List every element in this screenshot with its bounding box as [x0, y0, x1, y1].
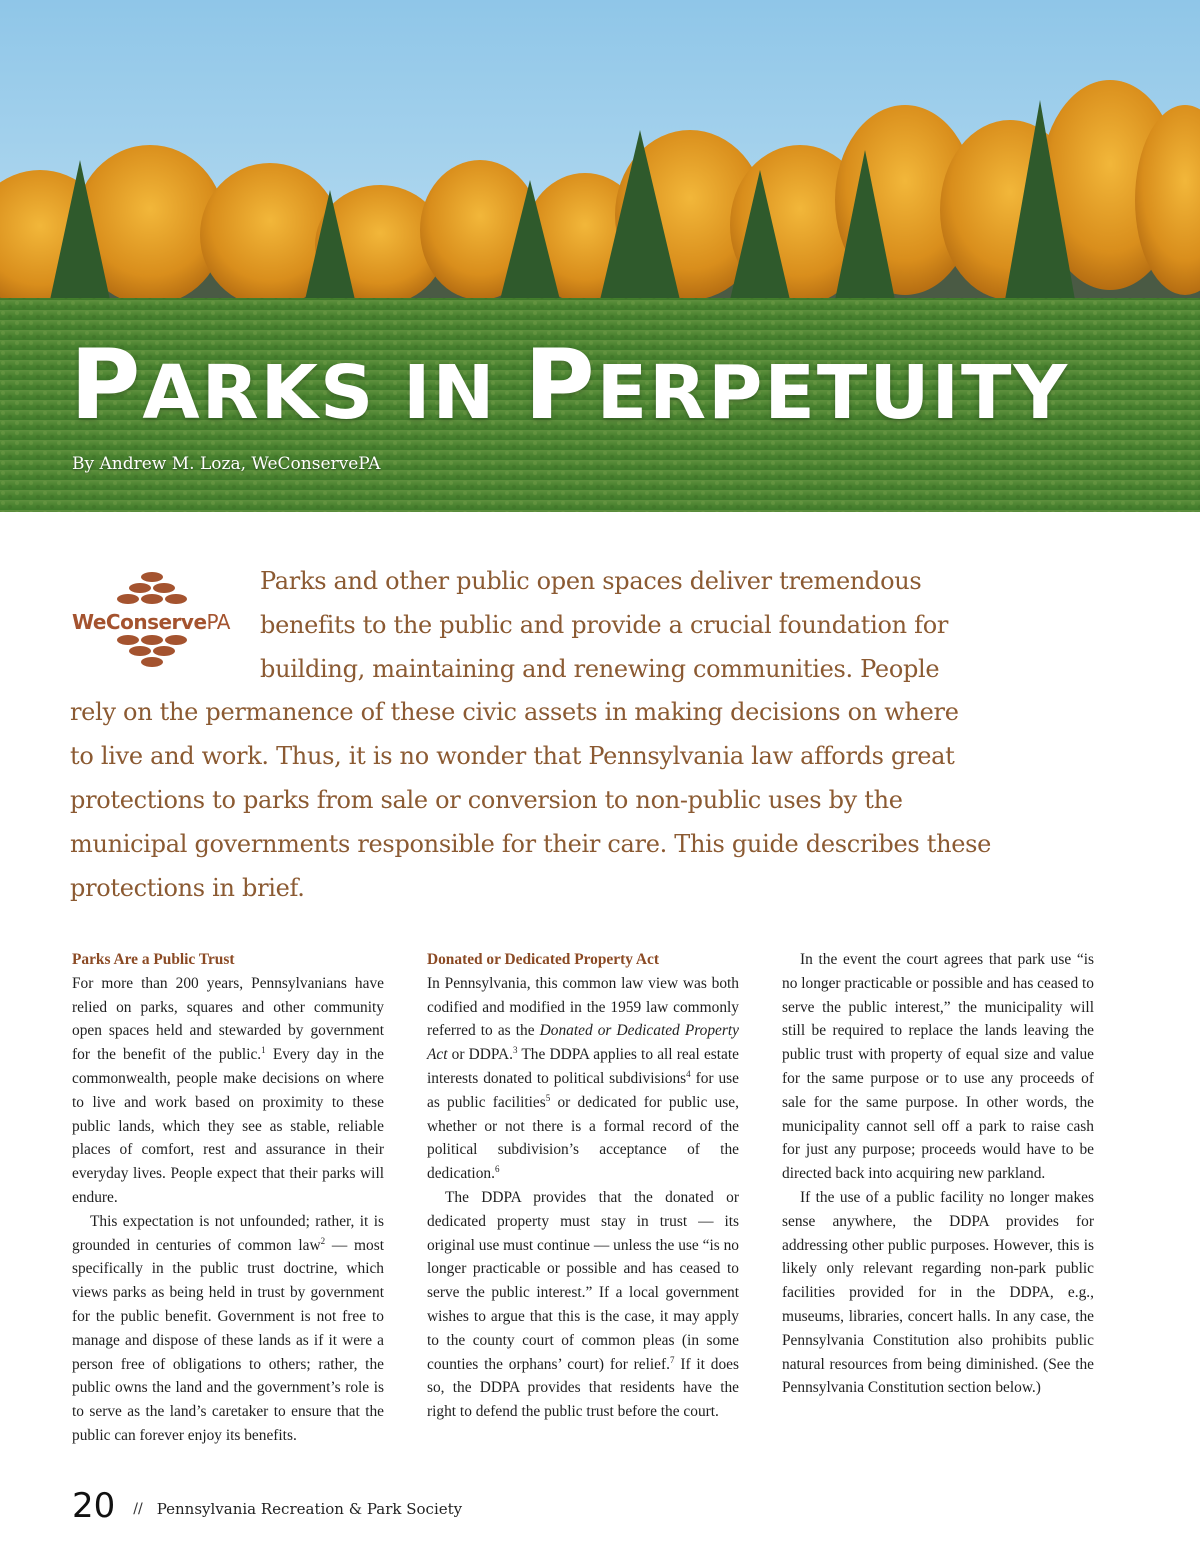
body-paragraph: In Pennsylvania, this common law view was both codified and modified in the 1959 law commonly referred to as the Donated or Dedicated Property Act or DDPA.$^3$ The DDPA applies to all real estate interests donated to political subdivisions$^4$ for use as public facilities$^5$ or dedicated for public use, whether or not there is a formal record of the political subdivision’s acceptance of the dedication.$^6$: [427, 974, 739, 1183]
footnote-ref: 5: [545, 1092, 551, 1103]
page-number: 20: [72, 1486, 116, 1526]
body-paragraph: For more than 200 years, Pennsylvanians have relied on parks, squares and other community open spaces held and stewarded by government for the benefit of the public.$^1$ Every day in the commonwealth, people make decisions on where to live and work based on proximity to these public lands, which they see as stable, reliable places of comfort, rest and assurance in their everyday lives. People expect that their parks will endure.: [72, 974, 385, 1206]
footer-separator: //: [133, 1501, 143, 1517]
article-title: PARKS IN PERPETUITY: [70, 329, 1070, 441]
footnote-ref: 7: [669, 1354, 675, 1365]
section-heading-public-trust: Parks Are a Public Trust: [72, 951, 235, 968]
column-1: [72, 948, 384, 1448]
hero-banner: [0, 0, 1200, 512]
footnote-ref: 1: [261, 1045, 266, 1056]
body-paragraph: This expectation is not unfounded; rather, it is grounded in centuries of common law$^2$ — most specifically in the public trust doctrine, which views parks as being held in trust by government for the public benefit. Government is not free to manage and dispose of these lands as if it were a person free of obligations to others; rather, the public owns the land and the government’s role is to serve as the land’s caretaker to ensure that the public can forever enjoy its benefits.: [72, 1212, 384, 1444]
page-footer: [72, 1486, 462, 1526]
intro-line: protections to parks from sale or conversion to non-public uses by the: [70, 785, 903, 814]
intro-line: rely on the permanence of these civic assets in making decisions on where: [70, 698, 959, 727]
footnote-ref: 4: [686, 1068, 691, 1079]
logo-wordmark: WeConservePA: [72, 610, 230, 634]
footnote-ref: 3: [513, 1045, 518, 1056]
intro-line: building, maintaining and renewing communities. People: [260, 654, 940, 683]
body-paragraph: If the use of a public facility no longer makes sense anywhere, the DDPA provides for addressing other public purposes. However, this is likely only relevant regarding non-park public facilities provided for in the DDPA, e.g., museums, libraries, concert halls. In any case, the Pennsylvania Constitution also prohibits public natural resources from being diminished. (See the Pennsylvania Constitution section below.): [782, 1188, 1094, 1397]
intro-line: protections in brief.: [70, 873, 305, 902]
column-2: [427, 948, 739, 1424]
body-paragraph: In the event the court agrees that park use “is no longer practicable or possible and has ceased to serve the public interest,” the municipality will still be required to replace the lands leaving the public trust with property of equal size and value for the same purpose or to use any proceeds of sale for the same purpose. In other words, the municipality cannot sell off a park to raise cash for just any purpose; proceeds would have to be directed back into acquiring new parkland.: [782, 951, 1094, 1183]
column-3: [782, 948, 1094, 1400]
intro-paragraph: [70, 560, 1130, 910]
intro-line: to live and work. Thus, it is no wonder that Pennsylvania law affords great: [70, 742, 955, 771]
section-heading-ddpa: Donated or Dedicated Property Act: [427, 951, 659, 968]
intro-line: Parks and other public open spaces deliver tremendous: [260, 567, 922, 595]
footnote-ref: 6: [494, 1164, 500, 1175]
footnote-ref: 2: [320, 1235, 326, 1246]
intro-line: municipal governments responsible for their care. This guide describes these: [70, 829, 992, 858]
intro-line: benefits to the public and provide a crucial foundation for: [260, 610, 949, 639]
publication-name: Pennsylvania Recreation & Park Society: [156, 1500, 463, 1518]
body-paragraph: The DDPA provides that the donated or dedicated property must stay in trust — its original use must continue — unless the use “is no longer practicable or possible and has ceased to serve the public interest.” If a local government wishes to argue that this is the case, it may apply to the county court of common pleas (in some counties the orphans’ court) for relief.$^7$ If it does so, the DDPA provides that residents have the right to defend the public trust before the court.: [427, 1188, 739, 1421]
byline: By Andrew M. Loza, WeConservePA: [72, 454, 381, 474]
